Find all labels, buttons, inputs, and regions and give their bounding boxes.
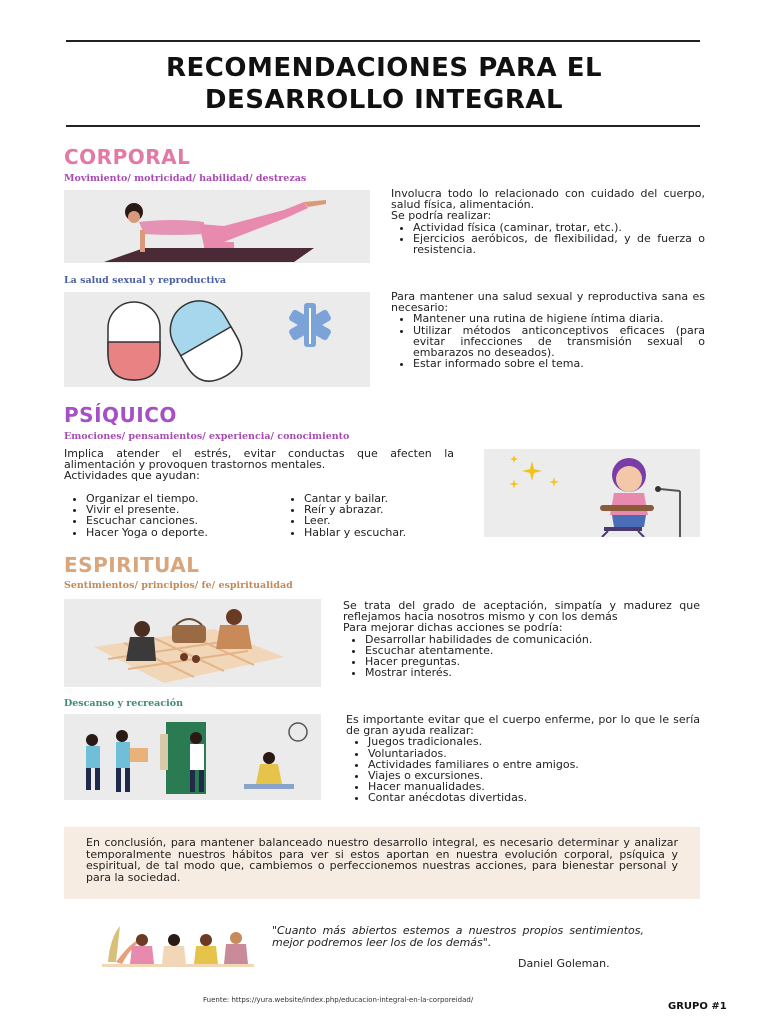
list-item: • Cantar y bailar. xyxy=(304,493,462,504)
list-item: • Contar anécdotas divertidas. xyxy=(368,792,700,803)
list-item: • Actividades familiares o entre amigos. xyxy=(368,759,700,770)
list-item: • Mostrar interés. xyxy=(365,667,700,678)
section-heading-corporal: CORPORAL xyxy=(64,145,191,169)
corporal-intro: Involucra todo lo relacionado con cuidado del cuerpo, salud física, alimentación. xyxy=(391,187,705,212)
source-citation: Fuente: https://yura.website/index.php/educacion-integral-en-la-corporeidad/ xyxy=(203,996,474,1004)
page-title xyxy=(40,52,728,116)
group-label: GRUPO #1 xyxy=(668,1001,727,1012)
list-item: • Utilizar métodos anticonceptivos eficaces (para evitar infecciones de transmisión sexual o embarazos no deseados). xyxy=(413,325,705,359)
psiquico-text xyxy=(64,448,454,482)
volunteering-illustration xyxy=(64,714,321,800)
section-heading-espiritual: ESPIRITUAL xyxy=(64,553,200,577)
psiquico-list-right xyxy=(282,493,462,538)
corporal-intro-text xyxy=(391,188,705,255)
salud-sexual-text xyxy=(391,291,705,369)
yoga-illustration xyxy=(64,190,370,263)
section-subtitle-corporal: Movimiento/ motricidad/ habilidad/ destrezas xyxy=(64,173,307,184)
descanso-intro: Es importante evitar que el cuerpo enferme, por lo que le sería de gran ayuda realizar: xyxy=(346,713,700,738)
conclusion-text: En conclusión, para mantener balanceado nuestro desarrollo integral, es necesario determinar y analizar temporalmente nuestros hábitos para ver si estos aportan en nuestra evolución corporal, psíquica y espiritual, de tal modo que, cambiemos o perfeccionemos nuestras acciones, para bienestar personal y para la sociedad. xyxy=(86,836,678,884)
list-item: • Estar informado sobre el tema. xyxy=(413,358,705,369)
descanso-text xyxy=(346,714,700,804)
quote-text: "Cuanto más abiertos estemos a nuestros propios sentimientos, mejor podremos leer los de los demás". xyxy=(272,924,644,949)
section-subtitle-psiquico: Emociones/ pensamientos/ experiencia/ conocimiento xyxy=(64,431,350,442)
list-item: • Escuchar atentamente. xyxy=(365,645,700,656)
section-subtitle-salud-sexual: La salud sexual y reproductiva xyxy=(64,275,227,286)
list-item: • Vivir el presente. xyxy=(86,504,274,515)
people-illustration xyxy=(102,918,254,970)
section-heading-psiquico: PSÍQUICO xyxy=(64,403,177,427)
list-item: • Leer. xyxy=(304,515,462,526)
list-item: • Desarrollar habilidades de comunicación. xyxy=(365,634,700,645)
section-subtitle-descanso: Descanso y recreación xyxy=(64,698,183,709)
salud-sexual-intro: Para mantener una salud sexual y reproductiva sana es necesario: xyxy=(391,290,705,315)
conclusion-box xyxy=(64,827,700,899)
espiritual-lead: Para mejorar dichas acciones se podría: xyxy=(343,621,563,635)
psiquico-lead: Actividades que ayudan: xyxy=(64,469,200,483)
list-item: • Reír y abrazar. xyxy=(304,504,462,515)
bottom-rule xyxy=(66,125,700,127)
psiquico-list-left xyxy=(64,493,274,538)
espiritual-text xyxy=(343,600,700,678)
quote-author: Daniel Goleman. xyxy=(518,957,610,970)
list-item: • Hablar y escuchar. xyxy=(304,527,462,538)
list-item: • Voluntariados. xyxy=(368,748,700,759)
list-item: • Hacer Yoga o deporte. xyxy=(86,527,274,538)
list-item: • Actividad física (caminar, trotar, etc.). xyxy=(413,222,705,233)
list-item: • Mantener una rutina de higiene íntima diaria. xyxy=(413,313,705,324)
list-item: • Hacer manualidades. xyxy=(368,781,700,792)
title-line-1: RECOMENDACIONES PARA EL xyxy=(165,53,603,83)
psiquico-intro: Implica atender el estrés, evitar conductas que afecten la alimentación y provoquen trastornos mentales. xyxy=(64,447,454,472)
corporal-list xyxy=(391,222,705,256)
title-line-2: DESARROLLO INTEGRAL xyxy=(204,85,564,115)
list-item: • Ejercicios aeróbicos, de flexibilidad, y de fuerza o resistencia. xyxy=(413,233,705,255)
singer-illustration xyxy=(484,449,700,537)
section-subtitle-espiritual: Sentimientos/ principios/ fe/ espiritualidad xyxy=(64,580,293,591)
picnic-illustration xyxy=(64,599,321,687)
list-item: • Hacer preguntas. xyxy=(365,656,700,667)
espiritual-list xyxy=(343,634,700,679)
descanso-list xyxy=(346,736,700,803)
medical-illustration xyxy=(64,292,370,387)
espiritual-intro: Se trata del grado de aceptación, simpatía y madurez que reflejamos hacia nosotros mismo y con los demás xyxy=(343,599,700,624)
list-item: • Organizar el tiempo. xyxy=(86,493,274,504)
corporal-lead: Se podría realizar: xyxy=(391,209,492,223)
list-item: • Escuchar canciones. xyxy=(86,515,274,526)
top-rule xyxy=(66,40,700,42)
list-item: • Viajes o excursiones. xyxy=(368,770,700,781)
salud-sexual-list xyxy=(391,313,705,369)
list-item: • Juegos tradicionales. xyxy=(368,736,700,747)
